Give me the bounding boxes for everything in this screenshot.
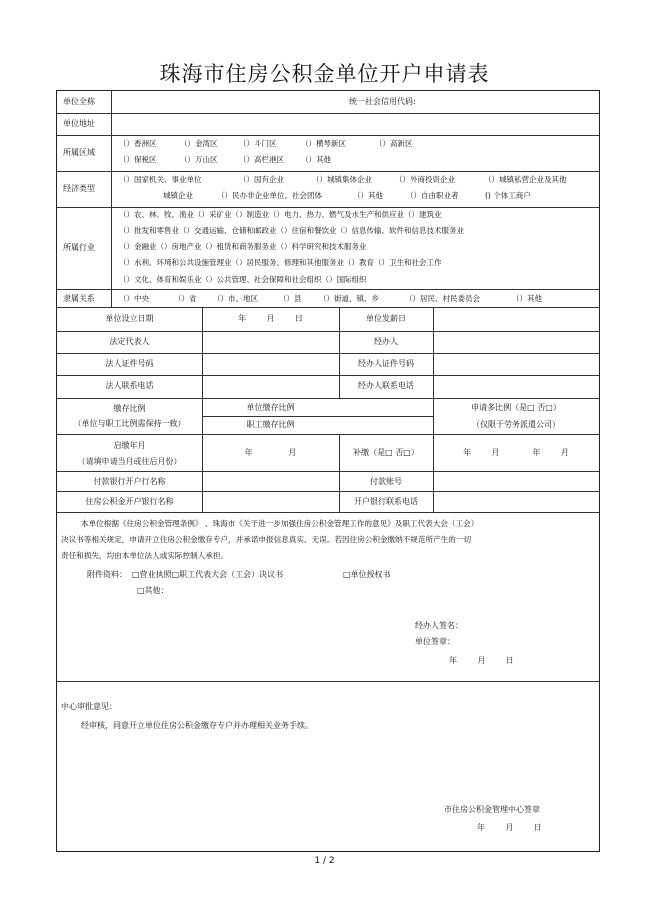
economy-option[interactable]: （）国有企业 <box>239 175 284 184</box>
unit-ratio-label: 单位缴存比例 <box>246 403 295 412</box>
ratio-label: 缴存比例 <box>113 404 146 413</box>
page-title: 珠海市住房公积金单位开户申请表 <box>159 62 490 86</box>
region-option[interactable]: （）斗门区 <box>239 139 277 148</box>
start-month-note: （请填申请当月或往后月份） <box>77 457 182 466</box>
staff-ratio-label: 职工缴存比例 <box>246 420 295 429</box>
payday-label: 单位发薪日 <box>366 314 406 323</box>
attachments-label: 附件资料： <box>87 570 127 579</box>
industry-option[interactable]: （）水利、环境和公共设施管理业（）居民服务、修理和其他服务业（）教育（）卫生和社会工作 <box>119 258 442 267</box>
center-opinion: 经审核，同意开立单位住房公积金缴存专户并办理相关业务手续。 <box>81 721 313 730</box>
center-seal-label: 市住房公积金管理中心签章 <box>444 805 540 814</box>
economy-option[interactable]: () 个体工商户 <box>485 191 531 200</box>
multi-ratio-note: （仅限于劳务派遣公司） <box>472 420 560 429</box>
industry-option[interactable]: （）农、林、牧、渔业（）采矿业（）制造业（）电力、热力、燃气及水生产和供应业（）建筑业 <box>119 210 442 219</box>
economy-option[interactable]: （）城镇集体企业 <box>312 175 372 184</box>
legal-rep-label: 法定代表人 <box>109 337 150 346</box>
affiliation-option[interactable]: （）街道、镇、乡 <box>319 294 379 303</box>
established-date[interactable]: 年 月 日 <box>238 314 303 323</box>
industry-option[interactable]: （）批发和零售业（）交通运输、仓储和邮政业（）住宿和餐饮业（）信息传输、软件和信息技术服务业 <box>119 226 464 235</box>
fund-bank-label: 住房公积金开户银行名称 <box>85 497 174 506</box>
agent-signature-label: 经办人签名： <box>415 621 463 630</box>
agent-phone-label: 经办人联系电话 <box>358 381 414 390</box>
industry-option[interactable]: （）金融业（）房地产业（）租赁和商务服务业（）科学研究和技术服务业 <box>119 242 367 251</box>
affiliation-option[interactable]: （）其他 <box>512 294 542 303</box>
economy-option[interactable]: （）自由职业者 <box>406 191 459 200</box>
start-month-date[interactable]: 年 月 <box>244 448 297 457</box>
center-approval-label: 中心审批意见： <box>61 702 117 711</box>
ratio-note: （单位与职工比例需保持一致） <box>73 419 186 428</box>
legal-phone-label: 法人联系电话 <box>105 381 154 390</box>
pay-bank-label: 付款银行开户行名称 <box>93 477 166 486</box>
industry-option[interactable]: （）文化、体育和娱乐业（）公共管理、社会保障和社会组织（）国际组织 <box>119 275 367 284</box>
region-option[interactable]: （）保税区 <box>119 155 157 164</box>
established-label: 单位设立日期 <box>105 314 154 323</box>
credit-code-label: 统一社会信用代码: <box>349 97 416 106</box>
affiliation-option[interactable]: （）居民、村民委员会 <box>405 294 480 303</box>
economy-option[interactable]: （）外商投资企业 <box>395 175 455 184</box>
declaration-line: 本单位根据《住房公积金管理条例》 、珠海市《关于进一步加强住房公积金管理工作的意见》及职工代表大会（工会） <box>81 519 479 528</box>
agent-id-label: 经办人证件号码 <box>358 359 414 368</box>
region-option[interactable]: （）横琴新区 <box>301 139 346 148</box>
unit-name-label: 单位全称 <box>63 97 95 106</box>
region-option[interactable]: （）高栏港区 <box>239 155 284 164</box>
economy-option[interactable]: （）城镇私营企业及其他 <box>484 175 567 184</box>
bank-phone-label: 开户银行联系电话 <box>354 497 418 506</box>
economy-option[interactable]: （）其他 <box>353 191 383 200</box>
affiliation-option[interactable]: （）县 <box>279 294 302 303</box>
declaration-line: 责任和损失，均由本单位法人或实际控制人承担。 <box>61 551 229 560</box>
pay-account-label: 付款账号 <box>370 477 402 486</box>
multi-ratio-label[interactable]: 申请多比例（是□ 否□） <box>471 403 561 412</box>
agent-label: 经办人 <box>374 337 398 346</box>
economy-option: 城镇企业 <box>163 191 193 200</box>
industry-label: 所属行业 <box>63 243 95 252</box>
economy-option[interactable]: （）国家机关、事业单位 <box>119 175 202 184</box>
center-date: 年 月 日 <box>477 823 542 832</box>
unit-seal-label: 单位签章： <box>415 637 455 646</box>
affiliation-option[interactable]: （）市、地区 <box>213 294 258 303</box>
supplement-range[interactable]: 年 月 年 月 <box>463 448 569 457</box>
page-number: 1 / 2 <box>314 856 335 866</box>
attachment-checkbox[interactable]: □其他： <box>137 586 169 595</box>
region-option[interactable]: （）高新区 <box>375 139 413 148</box>
economy-option[interactable]: （）民办非企业单位、社会团体 <box>217 191 322 200</box>
signature-date: 年 月 日 <box>449 656 514 665</box>
region-option[interactable]: （）香洲区 <box>119 139 157 148</box>
declaration-line: 决议书等相关规定，申请开立住房公积金缴存专户，并承诺申报信息真实、无误。若因住房公积金缴纳不规范所产生的一切 <box>61 535 472 544</box>
legal-id-label: 法人证件号码 <box>105 359 154 368</box>
supplement-label[interactable]: 补缴（是□ 否□） <box>353 448 419 457</box>
region-option[interactable]: （）万山区 <box>180 155 218 164</box>
address-label: 单位地址 <box>63 119 95 128</box>
region-label: 所属区域 <box>63 148 95 157</box>
economy-label: 经济类型 <box>63 184 95 193</box>
attachment-checkbox[interactable]: □营业执照□职工代表大会（工会）决议书 <box>132 570 284 579</box>
start-month-label: 启缴年月 <box>113 441 146 450</box>
application-form <box>56 90 600 852</box>
region-option[interactable]: （）其他 <box>301 155 331 164</box>
affiliation-label: 隶属关系 <box>63 294 95 303</box>
region-option[interactable]: （）金湾区 <box>180 139 218 148</box>
attachment-checkbox[interactable]: □单位授权书 <box>343 570 391 579</box>
affiliation-option[interactable]: （）中央 <box>119 294 149 303</box>
affiliation-option[interactable]: （）省 <box>174 294 197 303</box>
